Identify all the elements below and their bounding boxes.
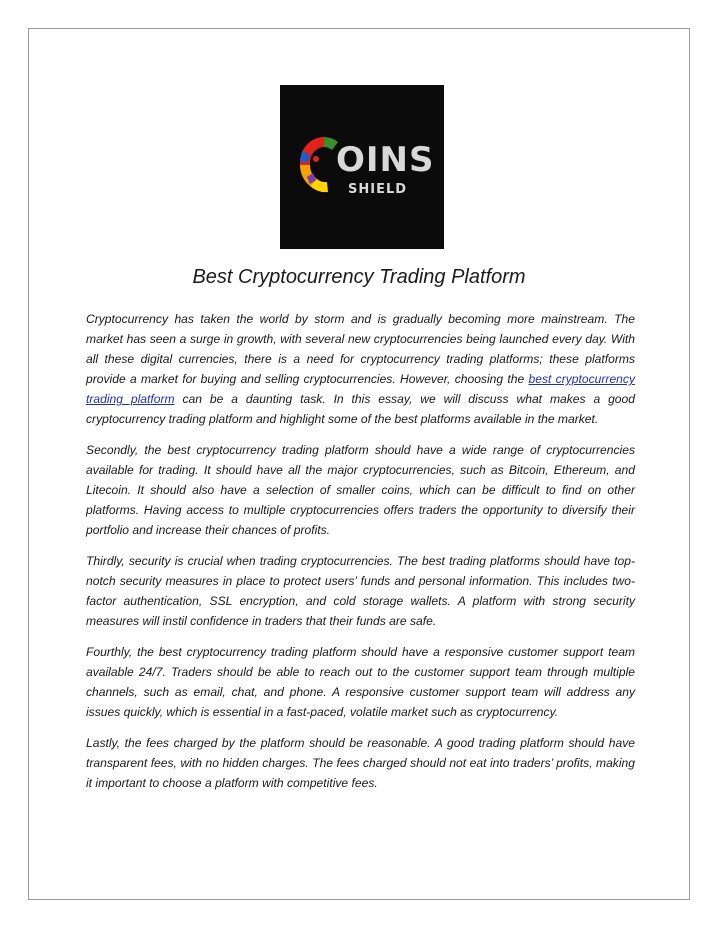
document-page (28, 28, 690, 900)
paragraph-intro (86, 309, 635, 429)
coin-c-icon (300, 137, 338, 192)
logo-text-shield: SHIELD (348, 182, 408, 197)
logo-text-oins: OINS (336, 140, 435, 180)
best-platform-link[interactable]: best cryptocurrency trading platform (86, 372, 635, 406)
paragraph-intro-text-2: can be a daunting task. In this essay, we will discuss what makes a good cryptocurrency trading platform and highlight some of the best platforms available in the market. (86, 392, 635, 426)
paragraph-security: Thirdly, security is crucial when trading cryptocurrencies. The best trading platforms should have top-notch security measures in place to protect users’ funds and personal information. This includes two-factor authentication, SSL encryption, and cold storage wallets. A platform with strong security measures will instil confidence in traders that their funds are safe. (86, 554, 635, 628)
paragraph-fees: Lastly, the fees charged by the platform should be reasonable. A good trading platform should have transparent fees, with no hidden charges. The fees charged should not eat into traders’ profits, making it important to choose a platform with competitive fees. (86, 736, 635, 790)
paragraph-support: Fourthly, the best cryptocurrency trading platform should have a responsive customer support team available 24/7. Traders should be able to reach out to the customer support team through multiple channels, such as email, chat, and phone. A responsive customer support team will address any issues quickly, which is essential in a fast-paced, volatile market such as cryptocurrency. (86, 645, 635, 719)
logo-graphic (280, 85, 444, 249)
coins-shield-logo (280, 85, 444, 249)
document-body (86, 309, 635, 804)
document-title: Best Cryptocurrency Trading Platform (192, 266, 526, 288)
paragraph-range: Secondly, the best cryptocurrency trading platform should have a wide range of cryptocurrencies available for trading. It should have all the major cryptocurrencies, such as Bitcoin, Ethereum, and Litecoin. It should also have a selection of smaller coins, which can be difficult to find on other platforms. Having access to multiple cryptocurrencies offers traders the opportunity to diversify their portfolio and increase their chances of profits. (86, 443, 635, 537)
paragraph-intro-text-1: Cryptocurrency has taken the world by storm and is gradually becoming more mainstream. The market has seen a surge in growth, with several new cryptocurrencies being launched every day. With all these digital currencies, there is a need for cryptocurrency trading platforms; these platforms provide a market for buying and selling cryptocurrencies. However, choosing the (86, 312, 635, 386)
